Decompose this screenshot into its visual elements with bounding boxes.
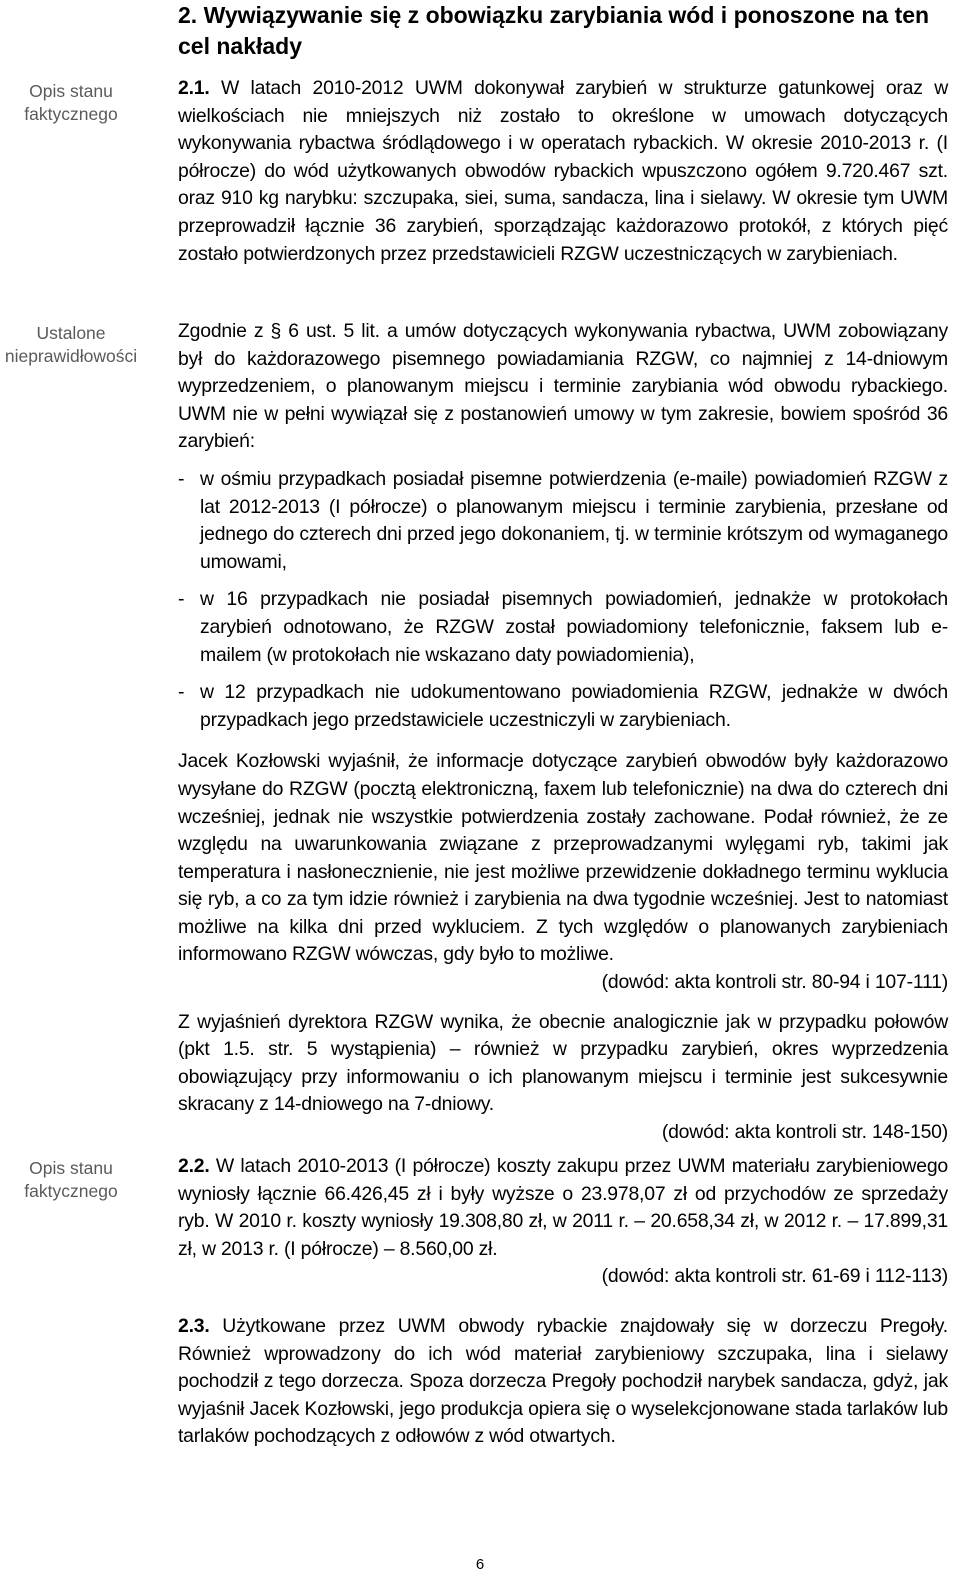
section-number: 2.3. <box>178 1315 210 1337</box>
findings-block <box>178 318 948 1147</box>
section-2-2 <box>178 1153 948 1291</box>
paragraph-text: W latach 2010-2013 (I półrocze) koszty zakupu przez UWM materiału zarybieniowego wyniosły łącznie 66.426,45 zł i były wyższe o 23.978,07 zł od przychodów ze sprzedaży ryb. W 2010 r. koszty wyniosły 19.308,80 zł, w 2011 r. – 20.658,34 zł, w 2012 r. – 17.899,31 zł, w 2013 r. (I półrocze) – 8.560,00 zł. <box>178 1155 948 1260</box>
list-item-text: w ośmiu przypadkach posiadał pisemne potwierdzenia (e-maile) powiadomień RZGW z lat 2012-2013 (I półrocze) o planowanym miejscu i terminie zarybienia, przesłane od jednego do czterech dni przed jego dokonaniem, tj. w terminie krótszym od wymaganego umowami, <box>200 467 948 573</box>
findings-intro: Zgodnie z § 6 ust. 5 lit. a umów dotyczących wykonywania rybactwa, UWM zobowiązany był do każdorazowego pisemnego powiadamiania RZGW, co najmniej z 14-dniowym wyprzedzeniem, o planowanym miejscu i terminie zarybiania wód obwodu rybackiego. UWM nie w pełni wywiązał się z postanowień umowy w tym zakresie, bowiem spośród 36 zarybień: <box>178 320 948 453</box>
director-paragraph: Z wyjaśnień dyrektora RZGW wynika, że obecnie analogicznie jak w przypadku połowów (pkt 1.5. str. 5 wystąpienia) – również w przypadku zarybień, okres wyprzedzenia obowiązujący przy informowaniu o ich planowanym miejscu i terminie jest sukcesywnie skracany z 14-dniowego na 7-dniowy. <box>178 1010 948 1116</box>
paragraph-text: Użytkowane przez UWM obwody rybackie znajdowały się w dorzeczu Pregoły. Również wprowadzony do ich wód materiał zarybieniowy szczupaka, lina i sielawy pochodził z tego dorzecza. Spoza dorzecza Pregoły pochodził narybek sandacza, gdyż, jak wyjaśnił Jacek Kozłowski, jego produkcja opiera się o wyselekcjonowane stada tarlaków lub tarlaków pochodzących z odłowów z wód otwartych. <box>178 1315 948 1448</box>
evidence-reference: (dowód: akta kontroli str. 61-69 i 112-113) <box>601 1265 948 1288</box>
list-dash: - <box>178 467 185 490</box>
explanation-paragraph: Jacek Kozłowski wyjaśnił, że informacje dotyczące zarybień obwodów były każdorazowo wysyłane do RZGW (pocztą elektroniczną, faxem lub telefonicznie) na dwa do czterech dni wcześniej, jednak nie wszystkie potwierdzenia zostały zachowane. Podał również, że ze względu na uwarunkowania związane z przeprowadzanymi wylęgami ryb, takimi jak temperatura i nasłonecznienie, nie jest możliwe przewidzenie dokładnego terminu wyklucia się ryb, a co za tym idzie również i zarybienia na dwa tygodnie wcześniej. Jest to natomiast możliwe na kilka dni przed wykluciem. Z tych względów o planowanych zarybieniach informowano RZGW wówczas, gdy było to możliwe. <box>178 750 948 966</box>
section-2-1 <box>178 75 948 268</box>
section-heading: 2. Wywiązywanie się z obowiązku zarybiania wód i ponoszone na ten cel nakłady <box>178 2 930 59</box>
list-item-text: w 16 przypadkach nie posiadał pisemnych powiadomień, jednakże w protokołach zarybień odnotowano, że RZGW został powiadomiony telefonicznie, faksem lub e-mailem (w protokołach nie wskazano daty powiadomienia), <box>200 588 948 666</box>
list-dash: - <box>178 588 185 611</box>
margin-note-facts-2: Opis stanu faktycznego <box>24 1158 118 1201</box>
margin-note-facts-1: Opis stanu faktycznego <box>24 81 118 124</box>
section-number: 2.1. <box>178 77 210 99</box>
list-item <box>178 586 948 669</box>
page-number: 6 <box>475 1556 485 1573</box>
list-item <box>178 679 948 734</box>
section-number: 2.2. <box>178 1155 210 1177</box>
list-item <box>178 466 948 576</box>
section-2-3 <box>178 1313 948 1451</box>
margin-note-irregularities: Ustalone nieprawidłowości <box>4 323 138 366</box>
list-item-text: w 12 przypadkach nie udokumentowano powiadomienia RZGW, jednakże w dwóch przypadkach jego przedstawiciele uczestniczyli w zarybieniach. <box>200 681 948 731</box>
paragraph-text: W latach 2010-2012 UWM dokonywał zarybień w strukturze gatunkowej oraz w wielkościach nie mniejszych niż zostało to określone w umowach dotyczących wykonywania rybactwa śródlądowego i w operatach rybackich. W okresie 2010-2013 r. (I półrocze) do wód użytkowanych obwodów rybackich wpuszczono ogółem 9.720.467 szt. oraz 910 kg narybku: szczupaka, siei, suma, sandacza, lina i sielawy. W okresie tym UWM przeprowadził łącznie 36 zarybień, sporządzając każdorazowo protokół, z których pięć zostało potwierdzonych przez przedstawicieli RZGW uczestniczących w zarybieniach. <box>178 77 948 265</box>
evidence-reference: (dowód: akta kontroli str. 80-94 i 107-111) <box>601 971 948 994</box>
evidence-reference: (dowód: akta kontroli str. 148-150) <box>661 1121 948 1144</box>
list-dash: - <box>178 681 185 704</box>
